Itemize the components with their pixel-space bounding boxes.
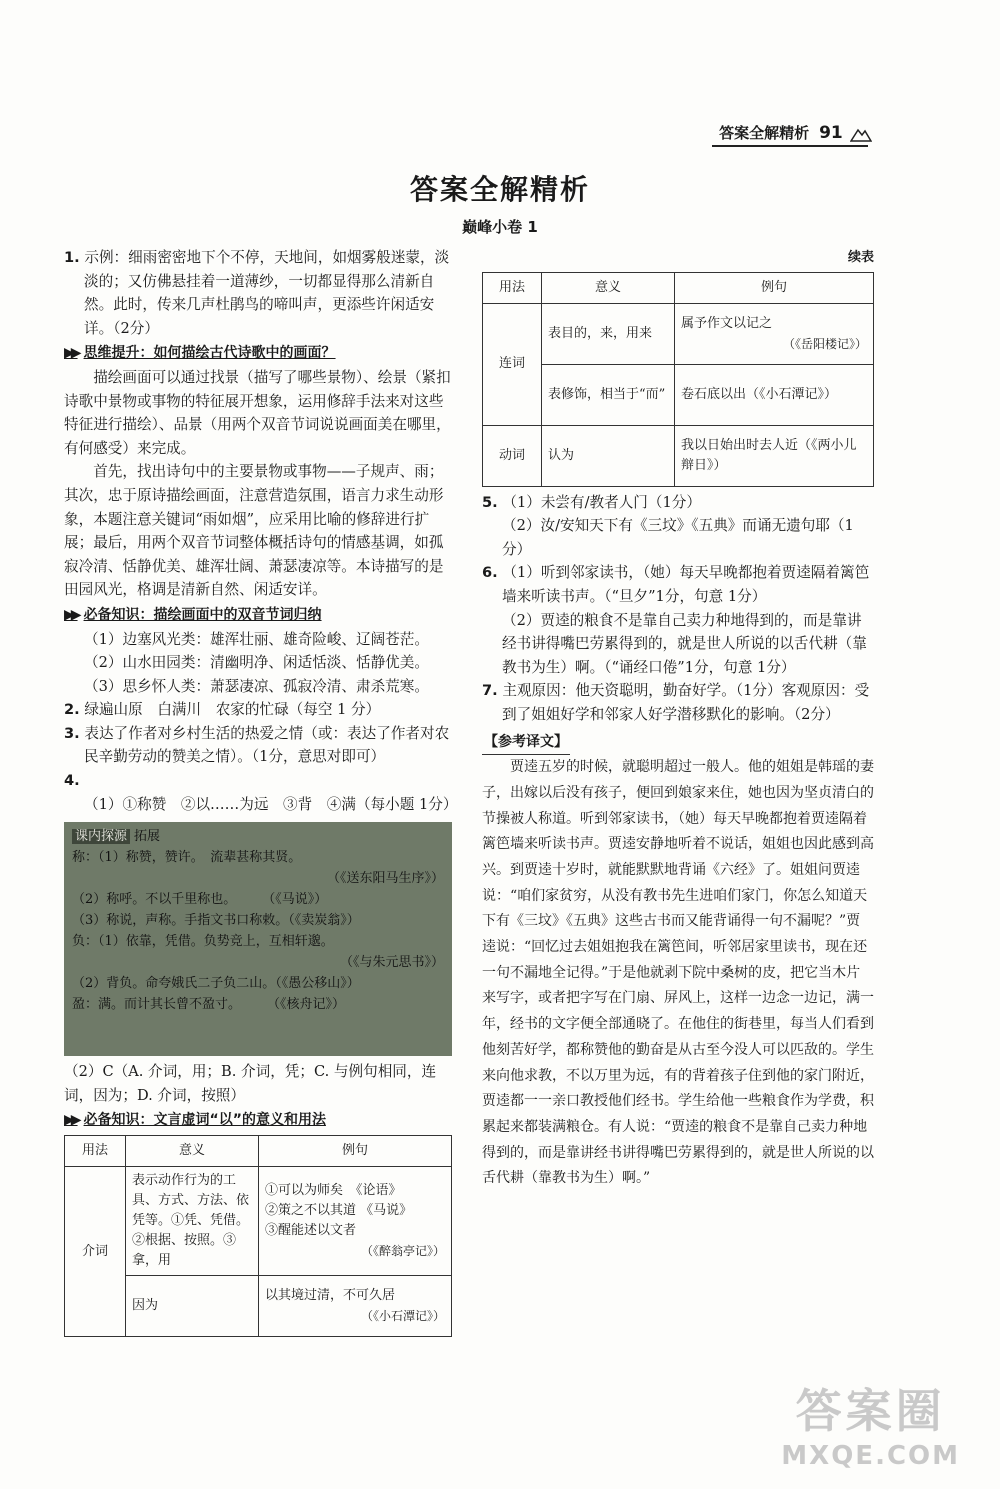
extension-tag-2: 拓展	[134, 829, 161, 845]
double-arrow-icon: ▶▶	[64, 345, 78, 362]
table-cell: 属予作文以记之 （《岳阳楼记》）	[675, 303, 874, 364]
answer-5: 5. （1）未尝有/教者人门（1分）	[482, 493, 701, 511]
watermark-url: MXQE.COM	[781, 1441, 960, 1471]
table-cell: 卷石底以出（《小石潭记》）	[675, 364, 874, 425]
table-cell: 连词	[483, 303, 542, 425]
header-rule	[712, 145, 868, 147]
table-cell: 动词	[483, 425, 542, 486]
table-header: 意义	[126, 1136, 259, 1167]
answer-4: 4. （1）①称赞 ②以……为远 ③背 ④满（每小题 1分）	[64, 772, 458, 813]
extension-source: （《送东阳马生序》）	[326, 871, 444, 887]
table-header: 用法	[65, 1136, 126, 1167]
think-paragraph-1: 描绘画面可以通过找景（描写了哪些景物）、绘景（紧扣诗歌中景物或事物的特征展开想象，运用修辞手法来对这些特征进行描绘）、品景（用两个双音节词说说画面美在哪里，有何感受）来完成。	[64, 368, 451, 457]
table-header: 意义	[542, 272, 675, 303]
answer-6: 6. （1）听到邻家读书，（她）每天早晚都抱着贾逵隔着篱笆墙来听读书声。（“旦夕”1分，句意 1分）	[482, 564, 870, 605]
table-row	[483, 425, 874, 486]
table-cell: 认为	[542, 425, 675, 486]
knowledge-heading-2: ▶▶ 必备知识：文言虚词“以”的意义和用法	[64, 1112, 326, 1129]
answer-2: 2. 绿遍山原 白满川 农家的忙碌（每空 1 分）	[64, 701, 381, 719]
extension-box	[64, 822, 452, 1056]
mountain-icon	[850, 126, 872, 142]
yi-usage-table-cont	[482, 272, 874, 487]
knowledge-heading: ▶▶ 必备知识：描绘画面中的双音节词归纳	[64, 606, 322, 623]
extension-line: （3）称说，声称。手指文书口称敕。（《卖炭翁》）	[72, 913, 360, 929]
double-arrow-icon: ▶▶	[64, 606, 78, 623]
table-cell: 表目的，来，用来	[542, 303, 675, 364]
answer-3: 3. 表达了作者对乡村生活的热爱之情（或：表达了作者对农民辛勤劳动的赞美之情）。（1分，意思对即可）	[64, 724, 450, 766]
table-cell: 表修饰，相当于“而”	[542, 364, 675, 425]
watermark	[781, 1375, 960, 1471]
page-subtitle: 巅峰小卷 1	[462, 218, 538, 236]
think-heading: ▶▶ 思维提升：如何描绘古代诗歌中的画面？	[64, 345, 336, 362]
extension-line: （2）称呼。不以千里称也。 （《马说》）	[72, 892, 328, 908]
table-cell: 介词	[65, 1167, 126, 1337]
table-header: 例句	[675, 272, 874, 303]
answer-7: 7. 主观原因：他天资聪明，勤奋好学。（1分）客观原因：受到了姐姐好学和邻家人好学潜移默化的影响。（2分）	[482, 682, 870, 723]
extension-tag: 课内探源	[72, 829, 130, 844]
reference-translation-label: 【参考译文】	[482, 731, 570, 756]
table-cell: 因为	[126, 1276, 259, 1337]
running-header	[719, 122, 872, 143]
yi-usage-table	[64, 1135, 452, 1337]
extension-line: 盈：满。而计其长曾不盈寸。 （《核舟记》）	[72, 997, 346, 1013]
table-row	[483, 364, 874, 425]
table-cell: 我以日始出时去人近（《两小儿辩日》）	[675, 425, 874, 486]
knowledge-item: （2）山水田园类：清幽明净、闲适恬淡、恬静优美。	[84, 654, 429, 672]
page-title: 答案全解精析	[409, 173, 590, 206]
extension-line: 称：（1）称赞，赞许。 流辈甚称其贤。	[72, 850, 302, 866]
continued-label: 续表	[847, 250, 874, 265]
think-paragraph-2: 首先，找出诗句中的主要景物或事物——子规声、雨；其次，忠于原诗描绘画面，注意营造氛围，语言力求生动形象，本题注意关键词“雨如烟”，应采用比喻的修辞进行扩展；最后，用两个双音节词整体概括诗句的情感基调，如孤寂冷清、恬静优美、雄浑壮阔、萧瑟凄凉等。本诗描写的是田园风光，格调是清新自然、闲适安详。	[64, 463, 444, 599]
table-row	[483, 303, 874, 364]
double-arrow-icon: ▶▶	[64, 1112, 78, 1129]
extension-line: （2）背负。命夸娥氏二子负二山。（《愚公移山》）	[72, 976, 360, 992]
table-cell: ①可以为师矣 《论语》 ②策之不以其道 《马说》 ③醒能述以文者 （《醉翁亭记》）	[259, 1167, 452, 1276]
page-number: 91	[819, 123, 843, 143]
left-column	[64, 246, 458, 1337]
extension-line: 负：（1）依靠，凭借。负势竞上，互相轩邈。	[72, 934, 334, 950]
right-column	[482, 246, 874, 1192]
answer-5-2: （2）汝/安知天下有《三坟》《五典》而诵无遗句耶（1分）	[502, 517, 854, 558]
table-cell: 以其境过清，不可久居 （《小石潭记》）	[259, 1276, 452, 1337]
table-row	[65, 1167, 452, 1276]
table-header: 例句	[259, 1136, 452, 1167]
answer-6-2: （2）贾逵的粮食不是靠自己卖力种地得到的，而是靠讲经书讲得嘴巴劳累得到的，就是世人所说的以舌代耕（靠教书为生）啊。（“诵经口倦”1分，句意 1分）	[502, 611, 867, 676]
header-section: 答案全解精析	[719, 124, 810, 142]
answer-1: 1. 示例：细雨密密地下个不停，天地间，如烟雾般迷蒙，淡淡的；又仿佛悬挂着一道薄纱，一切都显得那么清新自然。此时，传来几声杜鹃鸟的啼叫声，更添些许闲适安详。（2分）	[64, 249, 450, 337]
table-cell: 表示动作行为的工具、方式、方法、依凭等。①凭、凭借。②根据、按照。③拿，用	[126, 1167, 259, 1276]
answer-4-2: （2）C（A. 介词，用；B. 介词，凭；C. 与例句相同，连词，因为；D. 介词，按照）	[64, 1063, 437, 1104]
translation-text: 贾逵五岁的时候，就聪明超过一般人。他的姐姐是韩瑶的妻子，出嫁以后没有孩子，便回到娘家来住，她也因为坚贞清白的节操被人称道。听到邻家读书，（她）每天早晚都抱着贾逵隔着篱笆墙来听读书声。贾逵安静地听着不说话，姐姐也因此感到高兴。到贾逵十岁时，就能默默地背诵《六经》了。姐姐问贾逵说：“咱们家贫穷，从没有教书先生进咱们家门，你怎么知道天下有《三坟》《五典》这些古书而又能背诵得一句不漏呢？”贾逵说：“回忆过去姐姐抱我在篱笆间，听邻居家里读书，现在还一句不漏地全记得。”于是他就剥下院中桑树的皮，把它当木片来写字，或者把字写在门扇、屏风上，这样一边念一边记，满一年，经书的文字便全部通晓了。在他住的街巷里，每当人们看到他刻苦好学，都称赞他的勤奋是从古至今没人可以匹敌的。学生来向他求教，不以万里为远，有的背着孩子住到他的家门附近，贾逵都一一亲口教授他们经书。学生给他一些粮食作为学费，积累起来都装满粮仓。有人说：“贾逵的粮食不是靠自己卖力种地得到的，而是靠讲经书讲得嘴巴劳累得到的，就是世人所说的以舌代耕（靠教书为生）啊。”	[482, 759, 874, 1187]
table-header: 用法	[483, 272, 542, 303]
extension-source: （《与朱元思书》）	[339, 955, 444, 971]
watermark-logo: 答案圈	[795, 1384, 946, 1438]
knowledge-item: （3）思乡怀人类：萧瑟凄凉、孤寂冷清、肃杀荒寒。	[84, 677, 429, 695]
knowledge-item: （1）边塞风光类：雄浑壮丽、雄奇险峻、辽阔苍茫。	[84, 630, 429, 648]
